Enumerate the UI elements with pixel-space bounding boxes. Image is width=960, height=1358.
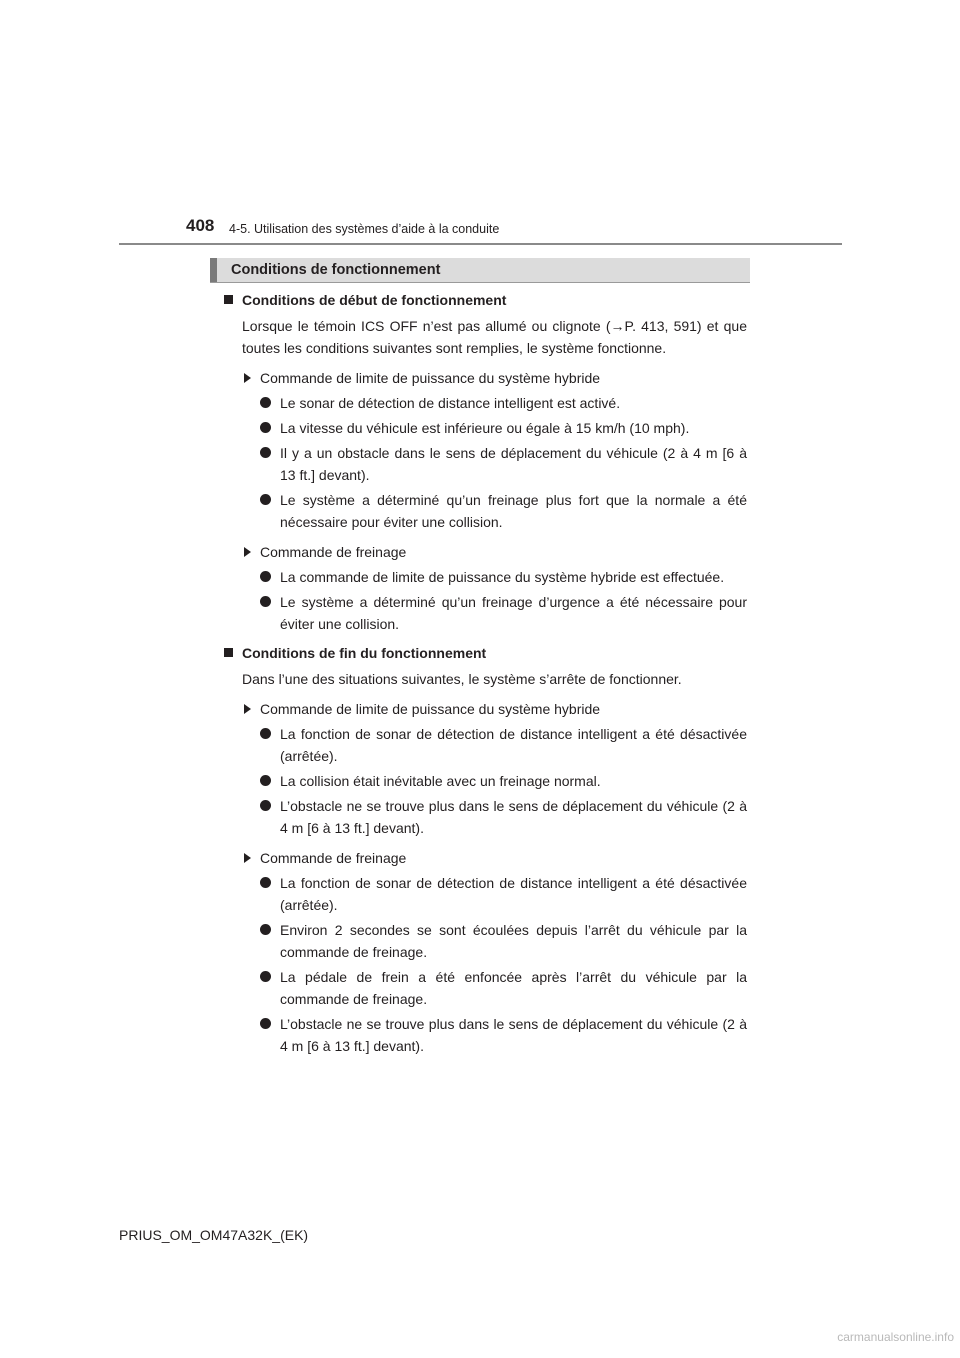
round-bullet-icon <box>260 422 271 433</box>
round-bullet-icon <box>260 924 271 935</box>
arrow-item-text: Commande de limite de puissance du système hybride <box>260 370 601 386</box>
list-item: Environ 2 secondes se sont écoulées depuis l’arrêt du véhicule par la commande de freinage. <box>280 919 747 963</box>
arrow-item <box>242 541 747 563</box>
square-bullet-icon <box>224 648 233 657</box>
paragraph: Lorsque le témoin ICS OFF n’est pas allumé ou clignote (→P. 413, 591) et que toutes les conditions suivantes sont remplies, le système fonctionne. <box>242 318 747 356</box>
triangle-bullet-icon <box>244 547 251 557</box>
paragraph: Dans l’une des situations suivantes, le système s’arrête de fonctionner. <box>242 671 682 687</box>
round-bullet-icon <box>260 397 271 408</box>
arrow-item-text: Commande de freinage <box>260 544 407 560</box>
round-bullet-icon <box>260 596 271 607</box>
round-bullet-icon <box>260 447 271 458</box>
round-bullet-icon <box>260 1018 271 1029</box>
round-bullet-icon <box>260 877 271 888</box>
triangle-bullet-icon <box>244 853 251 863</box>
arrow-item-text: Commande de limite de puissance du système hybride <box>260 701 601 717</box>
round-bullet-icon <box>260 571 271 582</box>
page-number: 408 <box>186 216 215 235</box>
list-item: La collision était inévitable avec un freinage normal. <box>280 770 747 792</box>
arrow-item <box>242 367 747 389</box>
list-item: Il y a un obstacle dans le sens de déplacement du véhicule (2 à 4 m [6 à 13 ft.] devant). <box>280 442 747 486</box>
list-item: La vitesse du véhicule est inférieure ou égale à 15 km/h (10 mph). <box>280 417 747 439</box>
round-bullet-icon <box>260 728 271 739</box>
subheading-text: Conditions de début de fonctionnement <box>242 292 507 308</box>
arrow-item <box>242 847 747 869</box>
subheading-end <box>222 642 747 664</box>
section-header-bar <box>210 258 750 282</box>
header-rule <box>119 243 842 245</box>
list-item: Le système a déterminé qu’un freinage plus fort que la normale a été nécessaire pour éviter une collision. <box>280 489 747 533</box>
square-bullet-icon <box>224 295 233 304</box>
round-bullet-icon <box>260 494 271 505</box>
list-item: L’obstacle ne se trouve plus dans le sens de déplacement du véhicule (2 à 4 m [6 à 13 ft.] devant). <box>280 795 747 839</box>
list-item: La fonction de sonar de détection de distance intelligent a été désactivée (arrêtée). <box>280 723 747 767</box>
running-head: 4-5. Utilisation des systèmes d’aide à la conduite <box>229 222 500 236</box>
arrow-item <box>242 698 747 720</box>
content <box>222 288 747 1057</box>
footer-document-code: PRIUS_OM_OM47A32K_(EK) <box>119 1227 309 1243</box>
spacer <box>222 635 747 641</box>
round-bullet-icon <box>260 800 271 811</box>
list-item: Le système a déterminé qu’un freinage d’urgence a été nécessaire pour éviter une collision. <box>280 591 747 635</box>
triangle-bullet-icon <box>244 373 251 383</box>
section-title: Conditions de fonctionnement <box>231 262 441 278</box>
list-item: La commande de limite de puissance du système hybride est effectuée. <box>280 566 747 588</box>
triangle-bullet-icon <box>244 704 251 714</box>
list-item: L’obstacle ne se trouve plus dans le sens de déplacement du véhicule (2 à 4 m [6 à 13 ft.] devant). <box>280 1013 747 1057</box>
list-item: La pédale de frein a été enfoncée après l’arrêt du véhicule par la commande de freinage. <box>280 966 747 1010</box>
watermark: carmanualsonline.info <box>837 1330 954 1344</box>
subheading-text: Conditions de fin du fonctionnement <box>242 645 487 661</box>
round-bullet-icon <box>260 775 271 786</box>
round-bullet-icon <box>260 971 271 982</box>
list-item: La fonction de sonar de détection de distance intelligent a été désactivée (arrêtée). <box>280 872 747 916</box>
list-item: Le sonar de détection de distance intelligent est activé. <box>280 392 747 414</box>
arrow-item-text: Commande de freinage <box>260 850 407 866</box>
subheading-start <box>222 289 747 311</box>
